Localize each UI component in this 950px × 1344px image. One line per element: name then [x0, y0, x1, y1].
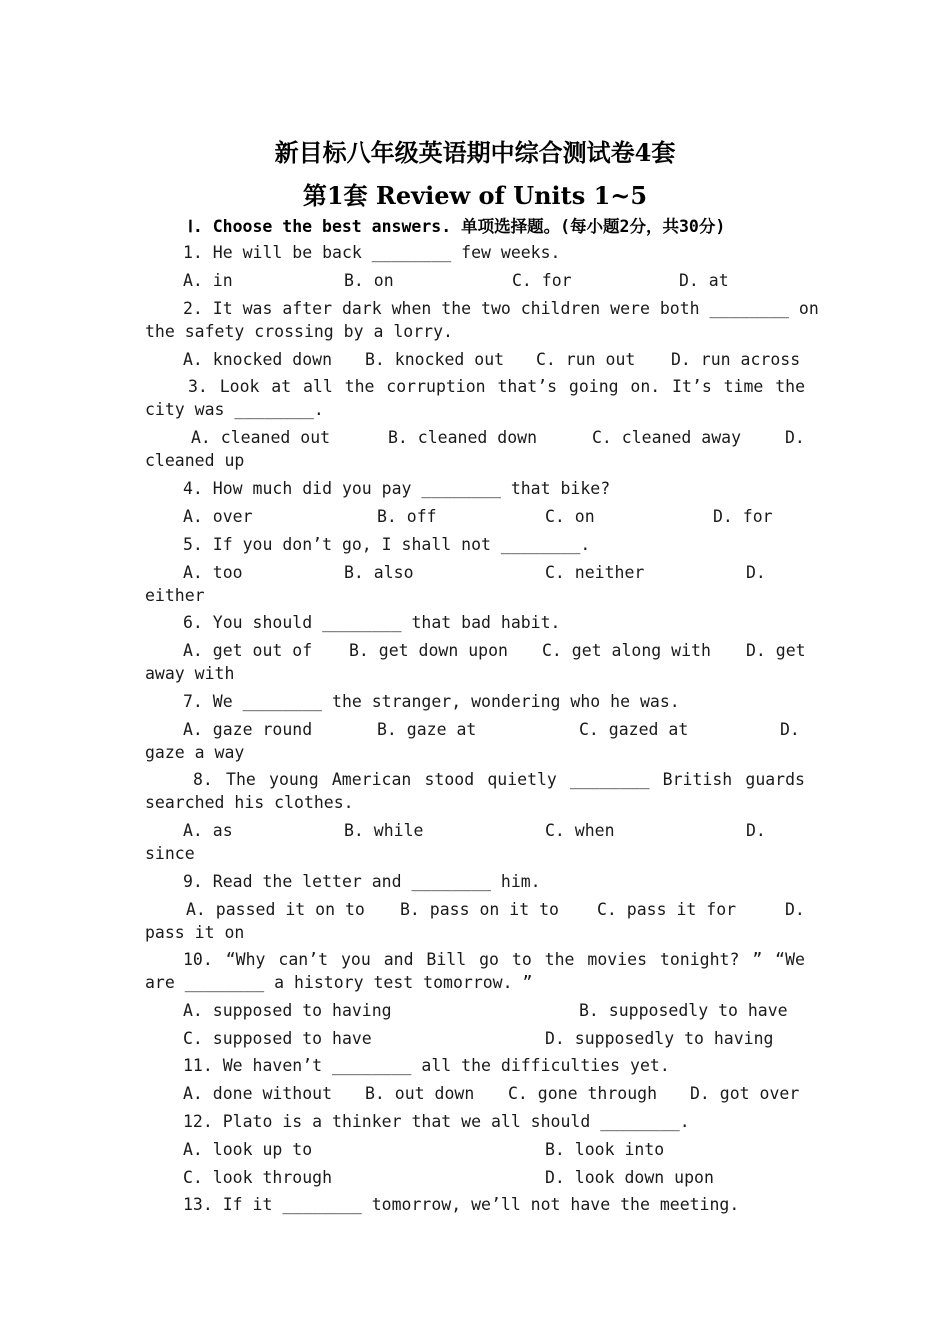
- question-2-stem-line-2: the safety crossing by a lorry.: [145, 322, 453, 341]
- option-b: B. look into: [545, 1140, 665, 1159]
- question-13-stem: 13. If it ________ tomorrow, we’ll not have the meeting.: [183, 1195, 740, 1214]
- question-2-stem-line-1: 2. It was after dark when the two children were both ________ on: [183, 299, 819, 318]
- option-a: A. as: [183, 821, 233, 840]
- option-b: B. supposedly to have: [579, 1001, 788, 1020]
- option-b: B. also: [344, 563, 414, 582]
- option-d: D.: [785, 900, 805, 919]
- option-b: B. knocked out: [365, 350, 505, 369]
- question-8-stem-line-1: 8. The young American stood quietly ________ British guards: [193, 770, 805, 789]
- question-5-stem: 5. If you don’t go, I shall not ________.: [183, 535, 591, 554]
- option-b: B. off: [377, 507, 437, 526]
- option-d: D.: [780, 720, 800, 739]
- option-c: C. when: [545, 821, 615, 840]
- question-4-stem: 4. How much did you pay ________ that bike?: [183, 479, 611, 498]
- option-c: C. look through: [183, 1168, 333, 1187]
- option-c: C. for: [512, 271, 572, 290]
- document-subtitle: 第1套 Review of Units 1~5: [302, 181, 648, 210]
- option-b: B. out down: [365, 1084, 475, 1103]
- question-11-stem: 11. We haven’t ________ all the difficulties yet.: [183, 1056, 670, 1075]
- option-d: D. get: [746, 641, 806, 660]
- option-c: C. supposed to have: [183, 1029, 372, 1048]
- option-d: D. at: [679, 271, 729, 290]
- option-b: B. cleaned down: [388, 428, 538, 447]
- option-a: A. over: [183, 507, 253, 526]
- option-a: A. gaze round: [183, 720, 313, 739]
- option-a: A. done without: [183, 1084, 333, 1103]
- option-d: D. look down upon: [545, 1168, 714, 1187]
- question-5-option-d-text: either: [145, 586, 205, 605]
- option-c: C. on: [545, 507, 595, 526]
- option-c: C. cleaned away: [592, 428, 742, 447]
- option-b: B. on: [344, 271, 394, 290]
- question-3-option-d-text: cleaned up: [145, 451, 245, 470]
- question-3-stem-line-1: 3. Look at all the corruption that’s going on. It’s time the: [188, 377, 805, 396]
- option-c: C. neither: [545, 563, 645, 582]
- question-9-option-d-text: pass it on: [145, 923, 245, 942]
- question-1-stem: 1. He will be back ________ few weeks.: [183, 243, 561, 262]
- option-c: C. gone through: [508, 1084, 658, 1103]
- option-a: A. look up to: [183, 1140, 313, 1159]
- option-a: A. in: [183, 271, 233, 290]
- option-c: C. get along with: [542, 641, 711, 660]
- option-d: D.: [746, 563, 766, 582]
- question-3-stem-line-2: city was ________.: [145, 400, 324, 419]
- option-c: C. run out: [536, 350, 636, 369]
- option-d: D. supposedly to having: [545, 1029, 774, 1048]
- option-a: A. get out of: [183, 641, 313, 660]
- option-d: D. got over: [690, 1084, 800, 1103]
- option-d: D. for: [713, 507, 773, 526]
- option-a: A. passed it on to: [186, 900, 365, 919]
- question-12-stem: 12. Plato is a thinker that we all should ________.: [183, 1112, 690, 1131]
- option-c: C. pass it for: [597, 900, 737, 919]
- option-d: D.: [785, 428, 805, 447]
- question-8-option-d-text: since: [145, 844, 195, 863]
- question-10-stem-line-2: are ________ a history test tomorrow. ”: [145, 973, 533, 992]
- option-b: B. while: [344, 821, 424, 840]
- option-b: B. gaze at: [377, 720, 477, 739]
- option-b: B. pass on it to: [400, 900, 559, 919]
- question-7-stem: 7. We ________ the stranger, wondering who he was.: [183, 692, 680, 711]
- question-8-stem-line-2: searched his clothes.: [145, 793, 354, 812]
- question-10-stem-line-1: 10. “Why can’t you and Bill go to the movies tonight? ” “We: [183, 950, 805, 969]
- document-title: 新目标八年级英语期中综合测试卷4套: [274, 138, 676, 167]
- option-a: A. knocked down: [183, 350, 333, 369]
- question-6-stem: 6. You should ________ that bad habit.: [183, 613, 561, 632]
- option-b: B. get down upon: [349, 641, 508, 660]
- option-d: D.: [746, 821, 766, 840]
- question-7-option-d-text: gaze a way: [145, 743, 245, 762]
- option-a: A. too: [183, 563, 243, 582]
- option-a: A. supposed to having: [183, 1001, 392, 1020]
- option-c: C. gazed at: [579, 720, 689, 739]
- option-a: A. cleaned out: [191, 428, 331, 447]
- section-heading: Ⅰ. Choose the best answers. 单项选择题。(每小题2分，共30分): [188, 217, 726, 236]
- option-d: D. run across: [671, 350, 801, 369]
- question-9-stem: 9. Read the letter and ________ him.: [183, 872, 541, 891]
- question-6-option-d-text: away with: [145, 664, 235, 683]
